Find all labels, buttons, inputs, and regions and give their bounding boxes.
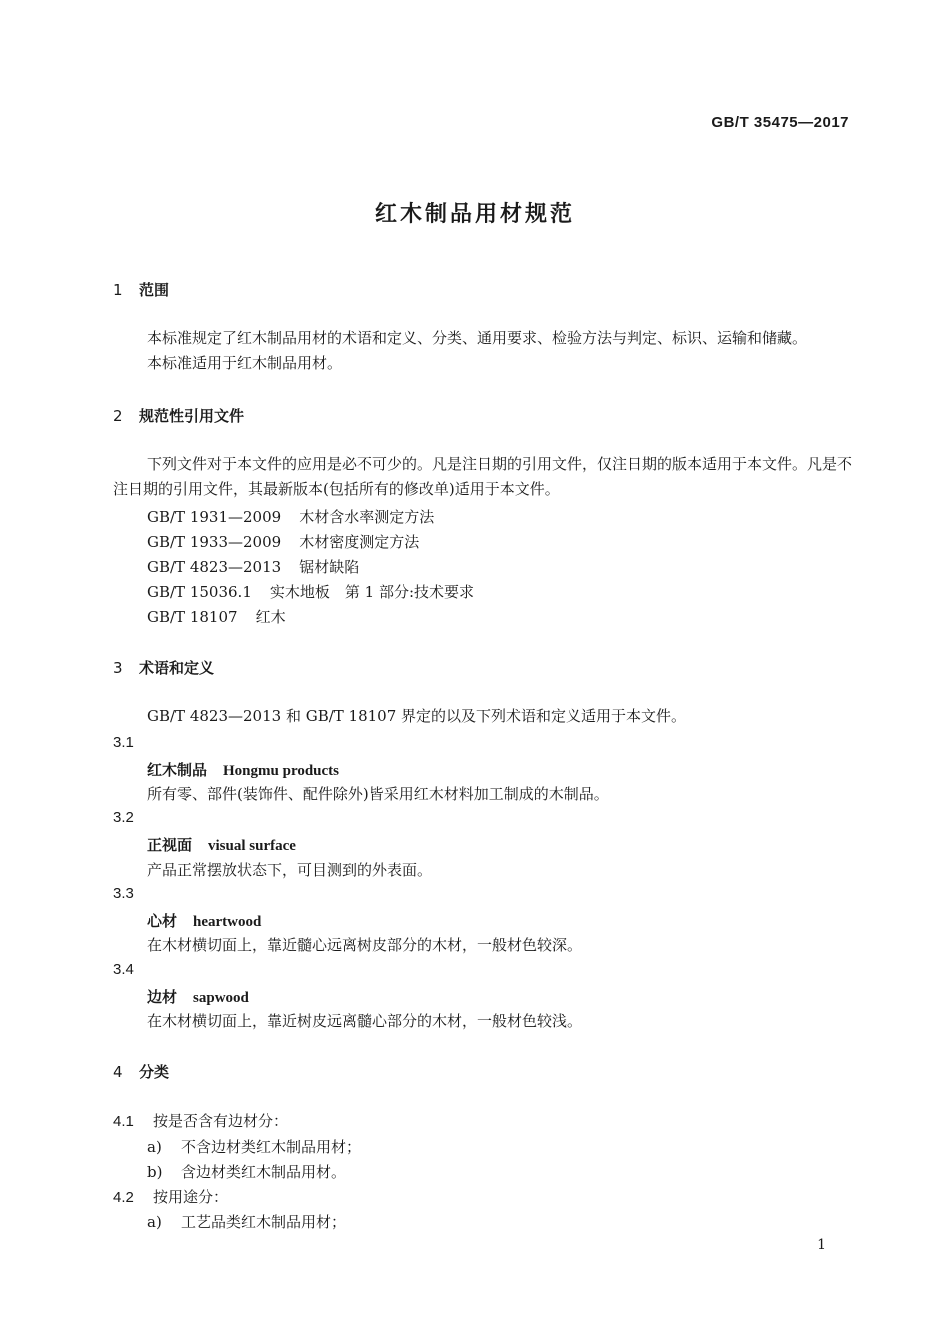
reference-code: GB/T 4823—2013 (147, 558, 282, 576)
reference-item (147, 531, 419, 552)
reference-name: 红木 (255, 608, 286, 626)
reference-name: 实木地板 第 1 部分:技术要求 (269, 583, 475, 601)
term-definition: 在木材横切面上，靠近树皮远离髓心部分的木材，一般材色较浅。 (147, 1012, 583, 1030)
term-zh: 红木制品 (147, 761, 208, 779)
section-number: 1 (113, 281, 123, 299)
section-number: 4 (113, 1063, 123, 1081)
reference-name: 木材密度测定方法 (299, 533, 420, 551)
scope-paragraph-2: 本标准适用于红木制品用材。 (147, 354, 343, 372)
term-zh: 心材 (147, 912, 178, 930)
scope-paragraph-1: 本标准规定了红木制品用材的术语和定义、分类、通用要求、检验方法与判定、标识、运输和储藏。 (147, 329, 808, 347)
list-text: 含边材类红木制品用材。 (181, 1163, 347, 1181)
section-title: 分类 (139, 1063, 170, 1081)
term-en: sapwood (193, 990, 249, 1006)
section-number: 3 (113, 659, 123, 677)
reference-code: GB/T 15036.1 (147, 583, 252, 601)
standard-number: GB/T 35475—2017 (711, 114, 849, 131)
term-zh: 边材 (147, 988, 178, 1006)
normative-intro: 下列文件对于本文件的应用是必不可少的。凡是注日期的引用文件，仅注日期的版本适用于本文件。凡是不注日期的引用文件，其最新版本(包括所有的修改单)适用于本文件。 (113, 455, 853, 498)
section-title: 术语和定义 (139, 659, 215, 677)
list-marker: a) (147, 1213, 162, 1231)
section-title: 范围 (139, 281, 170, 299)
list-marker: a) (147, 1138, 162, 1156)
term-en: Hongmu products (223, 763, 340, 779)
reference-name: 锯材缺陷 (299, 558, 360, 576)
term-en: visual surface (208, 838, 296, 854)
reference-item (147, 556, 359, 577)
clause-number: 3.2 (113, 809, 134, 826)
subclause-number: 4.2 (113, 1189, 134, 1206)
reference-code: GB/T 1933—2009 (147, 533, 282, 551)
reference-code: GB/T 18107 (147, 608, 238, 626)
reference-code: GB/T 1931—2009 (147, 508, 282, 526)
terms-intro: GB/T 4823—2013 和 GB/T 18107 界定的以及下列术语和定义适用于本文件。 (147, 707, 687, 725)
list-text: 不含边材类红木制品用材； (181, 1138, 362, 1156)
page-number: 1 (817, 1237, 826, 1253)
subclause-number: 4.1 (113, 1113, 134, 1130)
section-heading-2 (113, 405, 244, 426)
subclause-text: 按用途分： (153, 1188, 229, 1206)
subclause-4-1 (113, 1110, 288, 1131)
list-marker: b) (147, 1163, 163, 1181)
clause-number: 3.4 (113, 961, 134, 978)
document-title: 红木制品用材规范 (374, 202, 575, 227)
clause-number: 3.3 (113, 885, 134, 902)
section-heading-4 (113, 1061, 169, 1082)
clause-number: 3.1 (113, 734, 134, 751)
term-heading (147, 910, 261, 931)
section-heading-1 (113, 279, 169, 300)
list-text: 工艺品类红木制品用材； (181, 1213, 347, 1231)
section-heading-3 (113, 657, 214, 678)
subclause-text: 按是否含有边材分： (153, 1112, 289, 1130)
term-heading (147, 986, 249, 1007)
term-zh: 正视面 (147, 836, 193, 854)
list-item (147, 1136, 361, 1157)
term-definition: 所有零、部件(装饰件、配件除外)皆采用红木材料加工制成的木制品。 (147, 785, 609, 803)
list-item (147, 1161, 346, 1182)
reference-item (147, 606, 286, 627)
term-definition: 在木材横切面上，靠近髓心远离树皮部分的木材，一般材色较深。 (147, 936, 583, 954)
term-en: heartwood (193, 914, 262, 930)
reference-name: 木材含水率测定方法 (299, 508, 435, 526)
subclause-4-2 (113, 1186, 228, 1207)
section-title: 规范性引用文件 (139, 407, 245, 425)
reference-item (147, 581, 474, 602)
term-heading (147, 759, 339, 780)
list-item (147, 1211, 346, 1232)
term-heading (147, 834, 296, 855)
term-definition: 产品正常摆放状态下，可目测到的外表面。 (147, 861, 433, 879)
reference-item (147, 506, 434, 527)
section-number: 2 (113, 407, 123, 425)
